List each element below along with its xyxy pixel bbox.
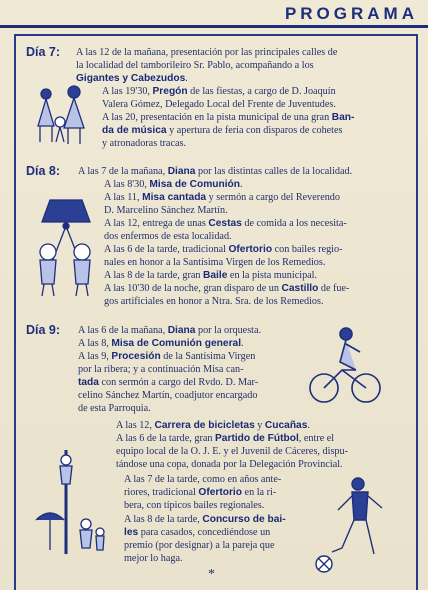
day-7-line-6: A las 20, presentación en la pista municipal de una gran Ban- [102, 112, 355, 123]
day-7-line-7: da de música y apertura de feria con disparos de cohetes [102, 125, 343, 136]
day-9-line-8: A las 12, Carrera de bicicletas y Cucañas. [116, 420, 310, 431]
page-title: PROGRAMA [284, 4, 418, 23]
day-9-line-13: riores, tradicional Ofertorio en la ri- [124, 487, 277, 498]
day-7-label: Día 7: [26, 45, 61, 59]
bell-ringers-illustration [32, 192, 102, 304]
day-8-line-5: A las 12, entrega de unas Cestas de comida a los necesita- [104, 218, 347, 229]
day-9-label: Día 9: [26, 323, 61, 337]
day-8-line-2: A las 8'30, Misa de Comunión. [104, 179, 243, 190]
day-9-line-5: tada con sermón a cargo del Rvdo. D. Mar- [78, 377, 259, 388]
day-8-line-8: nales en honor a la Santísima Virgen de los Remedios. [104, 257, 326, 268]
footer-asterisk: * [208, 567, 215, 582]
day-7-line-4: A las 19'30, Pregón de las fiestas, a cargo de D. Joaquín [102, 86, 336, 97]
day-8-line-4: D. Marcelino Sánchez Martín. [104, 205, 228, 216]
day-7-line-8: y atronadoras tracas. [102, 138, 187, 149]
day-8-line-9: A las 8 de la tarde, gran Baile en la pista municipal. [104, 270, 318, 281]
day-7-line-2: la localidad del tamborileiro Sr. Pablo, acompañando a los [76, 60, 314, 71]
day-8-line-3: A las 11, Misa cantada y sermón a cargo del Reverendo [104, 192, 340, 203]
day-8-line-11: gos artificiales en honor a Ntra. Sra. de los Remedios. [104, 296, 324, 307]
day-9-line-4: por la ribera; y a continuación Misa can- [78, 364, 244, 375]
day-8-line-6: dos enfermos de esta localidad. [104, 231, 232, 242]
day-8-line-7: A las 6 de la tarde, tradicional Ofertorio con bailes regio- [104, 244, 343, 255]
day-9-line-15: A las 8 de la tarde, Concurso de bai- [124, 514, 286, 525]
day-8-line-1: A las 7 de la mañana, Diana por las distintas calles de la localidad. [78, 166, 353, 177]
header-rule [0, 25, 428, 28]
cyclist-illustration [308, 318, 384, 410]
day-9-line-1: A las 6 de la mañana, Diana por la orquesta. [78, 325, 262, 336]
day-8-line-10: A las 10'30 de la noche, gran disparo de un Castillo de fue- [104, 283, 350, 294]
day-9-line-10: equipo local de la O. J. E. y el Juvenil de Cáceres, dispu- [116, 446, 348, 457]
day-9-line-11: tándose una copa, donada por la Delegación Provincial. [116, 459, 343, 470]
day-9-line-6: celino Sánchez Martín, coadjutor encargado [78, 390, 258, 401]
day-9-line-14: bera, con típicos bailes regionales. [124, 500, 265, 511]
day-7-line-1: A las 12 de la mañana, presentación por las principales calles de [76, 47, 338, 58]
footballer-illustration [312, 474, 398, 578]
day-9-line-7: de esta Parroquia. [78, 403, 151, 414]
greasy-pole-illustration [30, 440, 110, 560]
giants-illustration [30, 82, 94, 150]
day-8-label: Día 8: [26, 164, 61, 178]
day-9-line-18: mejor lo haga. [124, 553, 183, 564]
day-9-line-2: A las 8, Misa de Comunión general. [78, 338, 244, 349]
day-7-line-5: Valera Gómez, Delegado Local del Frente de Juventudes. [102, 99, 336, 110]
day-9-line-9: A las 6 de la tarde, gran Partido de Fútbol, entre el [116, 433, 335, 444]
program-header [208, 4, 418, 24]
day-9-line-16: les para casados, concediéndose un [124, 527, 271, 538]
day-9-line-3: A las 9, Procesión de la Santísima Virgen [78, 351, 256, 362]
day-7-line-3: Gigantes y Cabezudos. [76, 73, 188, 84]
day-9-line-12: A las 7 de la tarde, como en años ante- [124, 474, 282, 485]
day-9-line-17: premio (por designar) a la pareja que [124, 540, 275, 551]
